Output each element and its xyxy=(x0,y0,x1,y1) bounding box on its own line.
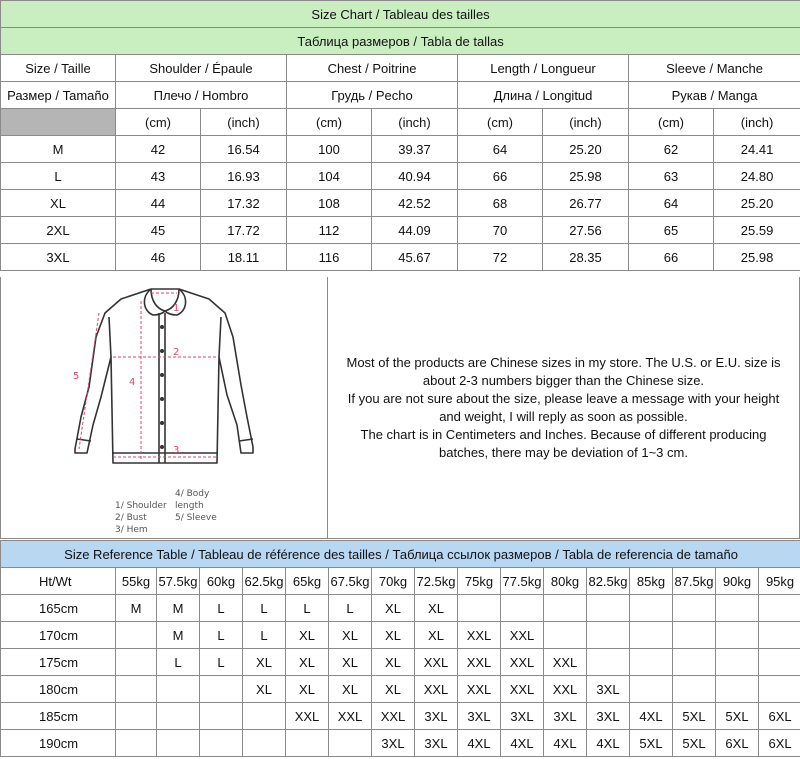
size-value: 112 xyxy=(287,217,372,244)
header-length-alt: Длина / Longitud xyxy=(458,82,629,109)
reference-cell xyxy=(544,622,587,649)
reference-cell: XL xyxy=(372,676,415,703)
reference-cell: XL xyxy=(329,622,372,649)
notice-line: Most of the products are Chinese sizes in my store. The U.S. or E.U. size is xyxy=(346,354,781,370)
reference-cell: 6XL xyxy=(759,730,800,757)
reference-cell: XL xyxy=(286,676,329,703)
reference-cell: XL xyxy=(329,676,372,703)
size-value: 43 xyxy=(116,163,201,190)
reference-cell xyxy=(673,676,716,703)
reference-cell: XL xyxy=(415,595,458,622)
reference-cell: XL xyxy=(286,649,329,676)
reference-cell xyxy=(544,595,587,622)
size-value: 63 xyxy=(629,163,714,190)
size-value: 24.41 xyxy=(714,136,800,163)
reference-cell xyxy=(157,730,200,757)
reference-cell xyxy=(716,676,759,703)
reference-cell xyxy=(116,703,157,730)
header-size: Size / Taille xyxy=(1,55,116,82)
size-value: 65 xyxy=(629,217,714,244)
reference-cell xyxy=(116,730,157,757)
unit-cm: (cm) xyxy=(458,109,543,136)
reference-cell xyxy=(116,649,157,676)
header-chest: Chest / Poitrine xyxy=(287,55,458,82)
reference-cell: 5XL xyxy=(630,730,673,757)
unit-inch: (inch) xyxy=(714,109,800,136)
reference-cell: XXL xyxy=(415,676,458,703)
size-value: 66 xyxy=(629,244,714,271)
reference-cell xyxy=(630,676,673,703)
size-row xyxy=(1,136,800,163)
size-value: 100 xyxy=(287,136,372,163)
reference-cell xyxy=(329,730,372,757)
reference-cell: XXL xyxy=(415,649,458,676)
reference-cell: 3XL xyxy=(415,703,458,730)
reference-cell xyxy=(157,676,200,703)
reference-cell: 5XL xyxy=(716,703,759,730)
reference-cell: 6XL xyxy=(759,703,800,730)
header-length: Length / Longueur xyxy=(458,55,629,82)
reference-cell: 3XL xyxy=(501,703,544,730)
unit-row xyxy=(1,109,800,136)
marker-sleeve: 5 xyxy=(73,371,80,382)
reference-cell: 4XL xyxy=(501,730,544,757)
height-label: 185cm xyxy=(1,703,116,730)
weight-header: 85kg xyxy=(630,568,673,595)
unit-cm: (cm) xyxy=(287,109,372,136)
reference-cell: XXL xyxy=(501,676,544,703)
reference-cell: 4XL xyxy=(544,730,587,757)
size-value: 28.35 xyxy=(543,244,629,271)
notice-line: batches, there may be deviation of 1~3 cm. xyxy=(439,444,688,460)
unit-inch: (inch) xyxy=(543,109,629,136)
size-row xyxy=(1,217,800,244)
marker-bust: 2 xyxy=(173,347,180,358)
reference-cell: M xyxy=(116,595,157,622)
reference-cell: XL xyxy=(372,622,415,649)
reference-cell: L xyxy=(200,622,243,649)
reference-cell: 3XL xyxy=(587,703,630,730)
weight-header: 60kg xyxy=(200,568,243,595)
weight-header: 77.5kg xyxy=(501,568,544,595)
reference-cell xyxy=(243,730,286,757)
reference-cell xyxy=(587,595,630,622)
reference-cell xyxy=(759,595,800,622)
reference-cell: XXL xyxy=(458,622,501,649)
reference-cell xyxy=(716,595,759,622)
reference-cell: XL xyxy=(372,595,415,622)
marker-hem: 3 xyxy=(173,445,180,456)
header-sleeve-alt: Рукав / Manga xyxy=(629,82,800,109)
notice-line: about 2-3 numbers bigger than the Chinese size. xyxy=(422,372,705,388)
size-label: M xyxy=(1,136,116,163)
reference-cell: 5XL xyxy=(673,703,716,730)
notice-line: If you are not sure about the size, please leave a message with your height xyxy=(347,390,780,406)
reference-cell xyxy=(673,649,716,676)
size-value: 68 xyxy=(458,190,543,217)
size-value: 39.37 xyxy=(372,136,458,163)
weight-header: 55kg xyxy=(116,568,157,595)
size-value: 16.54 xyxy=(201,136,287,163)
reference-cell: L xyxy=(243,622,286,649)
reference-header-row xyxy=(1,568,800,595)
legend-item: 3/ Hem xyxy=(115,525,148,535)
size-value: 64 xyxy=(629,190,714,217)
reference-cell xyxy=(157,703,200,730)
size-chart-title: Size Chart / Tableau des tailles xyxy=(1,1,800,28)
weight-header: 80kg xyxy=(544,568,587,595)
reference-cell: 3XL xyxy=(372,730,415,757)
size-value: 108 xyxy=(287,190,372,217)
size-row xyxy=(1,244,800,271)
size-value: 42.52 xyxy=(372,190,458,217)
reference-cell xyxy=(759,622,800,649)
marker-shoulder: 1 xyxy=(173,303,180,314)
notice-line: and weight, I will reply as soon as possible. xyxy=(439,408,688,424)
height-label: 170cm xyxy=(1,622,116,649)
weight-header: 65kg xyxy=(286,568,329,595)
weight-header: 82.5kg xyxy=(587,568,630,595)
size-value: 72 xyxy=(458,244,543,271)
weight-header: 87.5kg xyxy=(673,568,716,595)
reference-cell: XXL xyxy=(372,703,415,730)
size-notice xyxy=(343,354,785,462)
size-value: 16.93 xyxy=(201,163,287,190)
reference-cell: L xyxy=(157,649,200,676)
reference-cell xyxy=(587,622,630,649)
size-value: 40.94 xyxy=(372,163,458,190)
reference-cell: M xyxy=(157,622,200,649)
reference-cell: L xyxy=(286,595,329,622)
reference-row xyxy=(1,703,800,730)
reference-cell: XL xyxy=(372,649,415,676)
reference-cell: XXL xyxy=(501,649,544,676)
size-value: 70 xyxy=(458,217,543,244)
notice-panel xyxy=(328,277,799,538)
reference-cell: 3XL xyxy=(458,703,501,730)
size-value: 17.72 xyxy=(201,217,287,244)
legend-item: 1/ Shoulder xyxy=(115,501,167,511)
reference-cell: XL xyxy=(415,622,458,649)
size-value: 25.20 xyxy=(543,136,629,163)
reference-cell: XXL xyxy=(544,676,587,703)
reference-cell: XL xyxy=(243,676,286,703)
reference-cell xyxy=(286,730,329,757)
weight-header: 95kg xyxy=(759,568,800,595)
size-label: 2XL xyxy=(1,217,116,244)
weight-header: 70kg xyxy=(372,568,415,595)
height-label: 165cm xyxy=(1,595,116,622)
size-value: 27.56 xyxy=(543,217,629,244)
header-sleeve: Sleeve / Manche xyxy=(629,55,800,82)
reference-cell xyxy=(716,649,759,676)
reference-cell xyxy=(673,622,716,649)
size-value: 26.77 xyxy=(543,190,629,217)
reference-cell xyxy=(458,595,501,622)
weight-header: 75kg xyxy=(458,568,501,595)
notice-line: The chart is in Centimeters and Inches. Because of different producing xyxy=(360,426,767,442)
reference-row xyxy=(1,649,800,676)
size-value: 66 xyxy=(458,163,543,190)
size-label: 3XL xyxy=(1,244,116,271)
legend-item: 5/ Sleeve xyxy=(175,513,217,523)
weight-header: 67.5kg xyxy=(329,568,372,595)
reference-row xyxy=(1,595,800,622)
reference-cell: XL xyxy=(243,649,286,676)
unit-inch: (inch) xyxy=(372,109,458,136)
size-value: 42 xyxy=(116,136,201,163)
legend-item: 4/ Body length xyxy=(175,489,210,511)
reference-cell: L xyxy=(243,595,286,622)
reference-corner: Ht/Wt xyxy=(1,568,116,595)
reference-cell xyxy=(587,649,630,676)
size-value: 44 xyxy=(116,190,201,217)
size-value: 45 xyxy=(116,217,201,244)
size-value: 116 xyxy=(287,244,372,271)
size-label: XL xyxy=(1,190,116,217)
reference-cell xyxy=(200,676,243,703)
reference-row xyxy=(1,676,800,703)
weight-header: 90kg xyxy=(716,568,759,595)
reference-cell: XXL xyxy=(458,676,501,703)
size-reference-table xyxy=(0,540,800,757)
reference-cell: M xyxy=(157,595,200,622)
reference-cell xyxy=(759,649,800,676)
size-value: 25.98 xyxy=(714,244,800,271)
reference-cell xyxy=(200,703,243,730)
size-value: 46 xyxy=(116,244,201,271)
reference-cell: 3XL xyxy=(415,730,458,757)
reference-cell xyxy=(716,622,759,649)
reference-cell xyxy=(630,622,673,649)
reference-cell: XXL xyxy=(286,703,329,730)
size-value: 17.32 xyxy=(201,190,287,217)
header-row xyxy=(1,55,800,82)
size-value: 45.67 xyxy=(372,244,458,271)
reference-cell: 5XL xyxy=(673,730,716,757)
reference-cell xyxy=(630,649,673,676)
size-chart-table xyxy=(0,0,800,271)
size-value: 25.98 xyxy=(543,163,629,190)
reference-cell xyxy=(759,676,800,703)
reference-cell: 6XL xyxy=(716,730,759,757)
reference-cell: 4XL xyxy=(587,730,630,757)
height-label: 190cm xyxy=(1,730,116,757)
marker-body-length: 4 xyxy=(129,377,136,388)
reference-cell: 3XL xyxy=(544,703,587,730)
reference-cell: L xyxy=(200,649,243,676)
size-row xyxy=(1,190,800,217)
size-value: 62 xyxy=(629,136,714,163)
diagram-legend xyxy=(115,488,235,536)
size-value: 25.59 xyxy=(714,217,800,244)
unit-cm: (cm) xyxy=(629,109,714,136)
unit-corner xyxy=(1,109,116,136)
unit-inch: (inch) xyxy=(201,109,287,136)
weight-header: 57.5kg xyxy=(157,568,200,595)
reference-cell: XXL xyxy=(501,622,544,649)
size-value: 18.11 xyxy=(201,244,287,271)
weight-header: 62.5kg xyxy=(243,568,286,595)
size-label: L xyxy=(1,163,116,190)
reference-cell xyxy=(673,595,716,622)
reference-cell xyxy=(116,622,157,649)
legend-item: 2/ Bust xyxy=(115,513,147,523)
reference-cell xyxy=(630,595,673,622)
reference-row xyxy=(1,622,800,649)
header-chest-alt: Грудь / Pecho xyxy=(287,82,458,109)
size-value: 25.20 xyxy=(714,190,800,217)
reference-cell: XXL xyxy=(544,649,587,676)
header-size-alt: Размер / Tamaño xyxy=(1,82,116,109)
height-label: 180cm xyxy=(1,676,116,703)
size-value: 64 xyxy=(458,136,543,163)
header-row-alt xyxy=(1,82,800,109)
reference-cell: 3XL xyxy=(587,676,630,703)
reference-cell xyxy=(243,703,286,730)
header-shoulder-alt: Плечо / Hombro xyxy=(116,82,287,109)
size-value: 104 xyxy=(287,163,372,190)
weight-header: 72.5kg xyxy=(415,568,458,595)
reference-row xyxy=(1,730,800,757)
size-value: 44.09 xyxy=(372,217,458,244)
reference-cell xyxy=(116,676,157,703)
reference-cell xyxy=(200,730,243,757)
reference-title: Size Reference Table / Tableau de référence des tailles / Таблица ссылок размеров / Tabla de referencia de tamaño xyxy=(1,541,800,568)
header-shoulder: Shoulder / Épaule xyxy=(116,55,287,82)
height-label: 175cm xyxy=(1,649,116,676)
reference-cell: 4XL xyxy=(458,730,501,757)
size-value: 24.80 xyxy=(714,163,800,190)
reference-cell: XL xyxy=(329,649,372,676)
reference-cell: XXL xyxy=(329,703,372,730)
reference-cell: L xyxy=(329,595,372,622)
reference-cell: XL xyxy=(286,622,329,649)
reference-cell: L xyxy=(200,595,243,622)
size-chart-subtitle: Таблица размеров / Tabla de tallas xyxy=(1,28,800,55)
reference-cell xyxy=(501,595,544,622)
reference-cell: 4XL xyxy=(630,703,673,730)
unit-cm: (cm) xyxy=(116,109,201,136)
size-row xyxy=(1,163,800,190)
reference-cell: XXL xyxy=(458,649,501,676)
